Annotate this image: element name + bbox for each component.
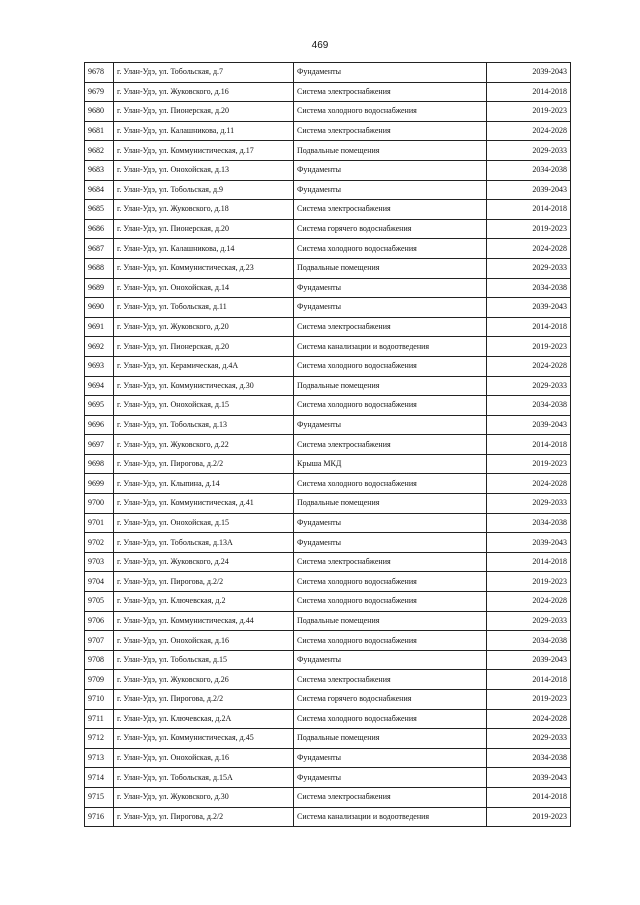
period-cell: 2029-2033: [487, 258, 571, 278]
address-cell: г. Улан-Удэ, ул. Тобольская, д.11: [114, 298, 294, 318]
period-cell: 2019-2023: [487, 454, 571, 474]
system-cell: Система канализации и водоотведения: [294, 807, 487, 827]
period-cell: 2024-2028: [487, 356, 571, 376]
address-cell: г. Улан-Удэ, ул. Тобольская, д.9: [114, 180, 294, 200]
row-number-cell: 9700: [85, 494, 114, 514]
table-row: [85, 63, 571, 83]
period-cell: 2034-2038: [487, 631, 571, 651]
row-number-cell: 9704: [85, 572, 114, 592]
table-row: [85, 670, 571, 690]
system-cell: Система электроснабжения: [294, 670, 487, 690]
table-row: [85, 533, 571, 553]
system-cell: Система холодного водоснабжения: [294, 572, 487, 592]
table-row: [85, 298, 571, 318]
period-cell: 2014-2018: [487, 200, 571, 220]
period-cell: 2039-2043: [487, 768, 571, 788]
address-cell: г. Улан-Удэ, ул. Коммунистическая, д.41: [114, 494, 294, 514]
period-cell: 2039-2043: [487, 533, 571, 553]
row-number-cell: 9709: [85, 670, 114, 690]
period-cell: 2014-2018: [487, 670, 571, 690]
address-cell: г. Улан-Удэ, ул. Коммунистическая, д.44: [114, 611, 294, 631]
row-number-cell: 9712: [85, 729, 114, 749]
address-cell: г. Улан-Удэ, ул. Пирогова, д.2/2: [114, 572, 294, 592]
address-cell: г. Улан-Удэ, ул. Калашникова, д.11: [114, 121, 294, 141]
address-cell: г. Улан-Удэ, ул. Жуковского, д.18: [114, 200, 294, 220]
period-cell: 2034-2038: [487, 513, 571, 533]
address-cell: г. Улан-Удэ, ул. Жуковского, д.30: [114, 787, 294, 807]
system-cell: Фундаменты: [294, 278, 487, 298]
system-cell: Система электроснабжения: [294, 552, 487, 572]
table-row: [85, 474, 571, 494]
period-cell: 2019-2023: [487, 337, 571, 357]
address-cell: г. Улан-Удэ, ул. Онохойская, д.15: [114, 396, 294, 416]
system-cell: Система холодного водоснабжения: [294, 474, 487, 494]
address-cell: г. Улан-Удэ, ул. Онохойская, д.16: [114, 748, 294, 768]
period-cell: 2029-2033: [487, 376, 571, 396]
table-row: [85, 141, 571, 161]
period-cell: 2014-2018: [487, 552, 571, 572]
period-cell: 2039-2043: [487, 650, 571, 670]
address-cell: г. Улан-Удэ, ул. Тобольская, д.13А: [114, 533, 294, 553]
period-cell: 2039-2043: [487, 415, 571, 435]
table-row: [85, 513, 571, 533]
period-cell: 2039-2043: [487, 63, 571, 83]
row-number-cell: 9689: [85, 278, 114, 298]
table-row: [85, 356, 571, 376]
row-number-cell: 9682: [85, 141, 114, 161]
period-cell: 2034-2038: [487, 160, 571, 180]
table-row: [85, 631, 571, 651]
system-cell: Система электроснабжения: [294, 317, 487, 337]
row-number-cell: 9686: [85, 219, 114, 239]
table-row: [85, 552, 571, 572]
table-row: [85, 435, 571, 455]
table-row: [85, 787, 571, 807]
table-row: [85, 160, 571, 180]
system-cell: Подвальные помещения: [294, 729, 487, 749]
table-row: [85, 258, 571, 278]
row-number-cell: 9716: [85, 807, 114, 827]
system-cell: Подвальные помещения: [294, 494, 487, 514]
system-cell: Фундаменты: [294, 180, 487, 200]
address-cell: г. Улан-Удэ, ул. Пирогова, д.2/2: [114, 454, 294, 474]
row-number-cell: 9678: [85, 63, 114, 83]
row-number-cell: 9684: [85, 180, 114, 200]
row-number-cell: 9679: [85, 82, 114, 102]
system-cell: Фундаменты: [294, 650, 487, 670]
row-number-cell: 9711: [85, 709, 114, 729]
table-row: [85, 396, 571, 416]
system-cell: Система горячего водоснабжения: [294, 690, 487, 710]
table-row: [85, 709, 571, 729]
row-number-cell: 9680: [85, 102, 114, 122]
period-cell: 2014-2018: [487, 787, 571, 807]
system-cell: Система электроснабжения: [294, 121, 487, 141]
system-cell: Фундаменты: [294, 748, 487, 768]
address-cell: г. Улан-Удэ, ул. Пионерская, д.20: [114, 337, 294, 357]
period-cell: 2029-2033: [487, 729, 571, 749]
system-cell: Фундаменты: [294, 63, 487, 83]
address-cell: г. Улан-Удэ, ул. Коммунистическая, д.17: [114, 141, 294, 161]
period-cell: 2024-2028: [487, 592, 571, 612]
row-number-cell: 9706: [85, 611, 114, 631]
address-cell: г. Улан-Удэ, ул. Тобольская, д.13: [114, 415, 294, 435]
period-cell: 2029-2033: [487, 611, 571, 631]
period-cell: 2024-2028: [487, 121, 571, 141]
row-number-cell: 9692: [85, 337, 114, 357]
table-row: [85, 121, 571, 141]
system-cell: Система электроснабжения: [294, 82, 487, 102]
row-number-cell: 9714: [85, 768, 114, 788]
address-cell: г. Улан-Удэ, ул. Онохойская, д.14: [114, 278, 294, 298]
system-cell: Фундаменты: [294, 298, 487, 318]
row-number-cell: 9710: [85, 690, 114, 710]
row-number-cell: 9702: [85, 533, 114, 553]
registry-table-body: [85, 63, 571, 827]
system-cell: Фундаменты: [294, 415, 487, 435]
period-cell: 2039-2043: [487, 298, 571, 318]
address-cell: г. Улан-Удэ, ул. Керамическая, д.4А: [114, 356, 294, 376]
system-cell: Система электроснабжения: [294, 787, 487, 807]
period-cell: 2039-2043: [487, 180, 571, 200]
period-cell: 2019-2023: [487, 572, 571, 592]
table-row: [85, 592, 571, 612]
period-cell: 2019-2023: [487, 219, 571, 239]
row-number-cell: 9690: [85, 298, 114, 318]
table-row: [85, 690, 571, 710]
system-cell: Система холодного водоснабжения: [294, 396, 487, 416]
address-cell: г. Улан-Удэ, ул. Пирогова, д.2/2: [114, 690, 294, 710]
system-cell: Система канализации и водоотведения: [294, 337, 487, 357]
row-number-cell: 9687: [85, 239, 114, 259]
row-number-cell: 9691: [85, 317, 114, 337]
address-cell: г. Улан-Удэ, ул. Ключевская, д.2А: [114, 709, 294, 729]
system-cell: Фундаменты: [294, 768, 487, 788]
address-cell: г. Улан-Удэ, ул. Калашникова, д.14: [114, 239, 294, 259]
address-cell: г. Улан-Удэ, ул. Пионерская, д.20: [114, 102, 294, 122]
address-cell: г. Улан-Удэ, ул. Тобольская, д.15А: [114, 768, 294, 788]
row-number-cell: 9713: [85, 748, 114, 768]
address-cell: г. Улан-Удэ, ул. Жуковского, д.24: [114, 552, 294, 572]
period-cell: 2034-2038: [487, 278, 571, 298]
address-cell: г. Улан-Удэ, ул. Жуковского, д.26: [114, 670, 294, 690]
table-row: [85, 337, 571, 357]
row-number-cell: 9688: [85, 258, 114, 278]
address-cell: г. Улан-Удэ, ул. Жуковского, д.20: [114, 317, 294, 337]
table-row: [85, 239, 571, 259]
system-cell: Система холодного водоснабжения: [294, 239, 487, 259]
system-cell: Система холодного водоснабжения: [294, 709, 487, 729]
table-row: [85, 376, 571, 396]
address-cell: г. Улан-Удэ, ул. Онохойская, д.15: [114, 513, 294, 533]
table-row: [85, 415, 571, 435]
table-row: [85, 748, 571, 768]
period-cell: 2024-2028: [487, 474, 571, 494]
system-cell: Система холодного водоснабжения: [294, 356, 487, 376]
address-cell: г. Улан-Удэ, ул. Жуковского, д.22: [114, 435, 294, 455]
row-number-cell: 9703: [85, 552, 114, 572]
registry-table: [84, 62, 571, 827]
system-cell: Система электроснабжения: [294, 200, 487, 220]
period-cell: 2014-2018: [487, 82, 571, 102]
row-number-cell: 9694: [85, 376, 114, 396]
row-number-cell: 9695: [85, 396, 114, 416]
row-number-cell: 9708: [85, 650, 114, 670]
address-cell: г. Улан-Удэ, ул. Пирогова, д.2/2: [114, 807, 294, 827]
period-cell: 2024-2028: [487, 239, 571, 259]
address-cell: г. Улан-Удэ, ул. Коммунистическая, д.30: [114, 376, 294, 396]
row-number-cell: 9707: [85, 631, 114, 651]
address-cell: г. Улан-Удэ, ул. Тобольская, д.7: [114, 63, 294, 83]
address-cell: г. Улан-Удэ, ул. Пионерская, д.20: [114, 219, 294, 239]
row-number-cell: 9701: [85, 513, 114, 533]
address-cell: г. Улан-Удэ, ул. Коммунистическая, д.23: [114, 258, 294, 278]
table-row: [85, 611, 571, 631]
period-cell: 2024-2028: [487, 709, 571, 729]
period-cell: 2014-2018: [487, 317, 571, 337]
row-number-cell: 9705: [85, 592, 114, 612]
address-cell: г. Улан-Удэ, ул. Клыпина, д.14: [114, 474, 294, 494]
table-row: [85, 317, 571, 337]
row-number-cell: 9693: [85, 356, 114, 376]
row-number-cell: 9696: [85, 415, 114, 435]
system-cell: Фундаменты: [294, 513, 487, 533]
address-cell: г. Улан-Удэ, ул. Тобольская, д.15: [114, 650, 294, 670]
period-cell: 2029-2033: [487, 494, 571, 514]
address-cell: г. Улан-Удэ, ул. Жуковского, д.16: [114, 82, 294, 102]
system-cell: Система холодного водоснабжения: [294, 631, 487, 651]
system-cell: Система электроснабжения: [294, 435, 487, 455]
row-number-cell: 9697: [85, 435, 114, 455]
table-row: [85, 494, 571, 514]
system-cell: Фундаменты: [294, 160, 487, 180]
period-cell: 2019-2023: [487, 807, 571, 827]
table-row: [85, 219, 571, 239]
page-number: 469: [311, 40, 329, 51]
system-cell: Система холодного водоснабжения: [294, 592, 487, 612]
table-row: [85, 180, 571, 200]
row-number-cell: 9681: [85, 121, 114, 141]
table-row: [85, 454, 571, 474]
row-number-cell: 9698: [85, 454, 114, 474]
table-row: [85, 200, 571, 220]
system-cell: Подвальные помещения: [294, 611, 487, 631]
table-row: [85, 768, 571, 788]
system-cell: Подвальные помещения: [294, 258, 487, 278]
row-number-cell: 9685: [85, 200, 114, 220]
table-row: [85, 102, 571, 122]
table-row: [85, 82, 571, 102]
table-row: [85, 807, 571, 827]
period-cell: 2029-2033: [487, 141, 571, 161]
system-cell: Система холодного водоснабжения: [294, 102, 487, 122]
system-cell: Фундаменты: [294, 533, 487, 553]
period-cell: 2034-2038: [487, 396, 571, 416]
system-cell: Подвальные помещения: [294, 141, 487, 161]
address-cell: г. Улан-Удэ, ул. Коммунистическая, д.45: [114, 729, 294, 749]
table-row: [85, 650, 571, 670]
address-cell: г. Улан-Удэ, ул. Онохойская, д.16: [114, 631, 294, 651]
system-cell: Система горячего водоснабжения: [294, 219, 487, 239]
system-cell: Крыша МКД: [294, 454, 487, 474]
row-number-cell: 9715: [85, 787, 114, 807]
table-row: [85, 572, 571, 592]
period-cell: 2034-2038: [487, 748, 571, 768]
period-cell: 2019-2023: [487, 102, 571, 122]
row-number-cell: 9683: [85, 160, 114, 180]
address-cell: г. Улан-Удэ, ул. Онохойская, д.13: [114, 160, 294, 180]
table-row: [85, 729, 571, 749]
table-row: [85, 278, 571, 298]
address-cell: г. Улан-Удэ, ул. Ключевская, д.2: [114, 592, 294, 612]
row-number-cell: 9699: [85, 474, 114, 494]
period-cell: 2014-2018: [487, 435, 571, 455]
period-cell: 2019-2023: [487, 690, 571, 710]
system-cell: Подвальные помещения: [294, 376, 487, 396]
